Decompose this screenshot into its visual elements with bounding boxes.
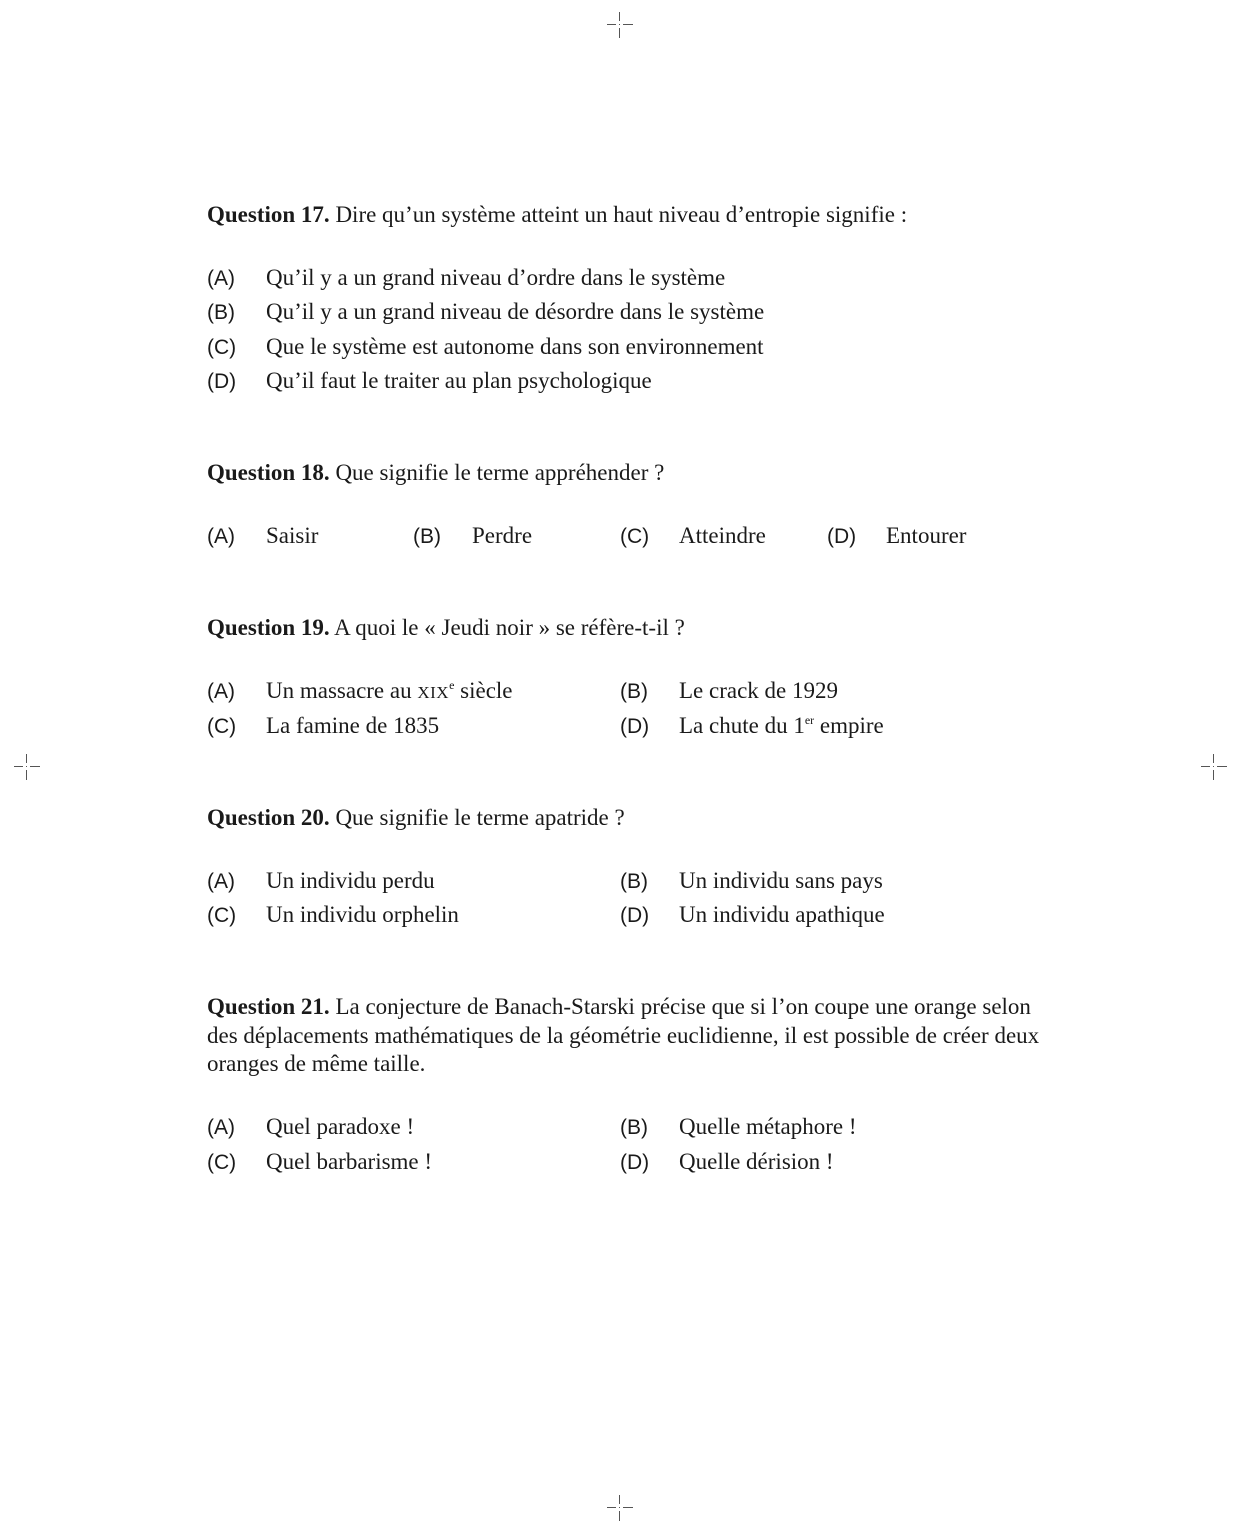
option-letter: (B) <box>620 870 648 893</box>
question-20-option-d[interactable] <box>620 901 885 930</box>
option-letter: (A) <box>207 680 235 703</box>
option-text: Entourer <box>886 523 967 548</box>
question-21-title <box>207 993 1047 1079</box>
question-prompt: La conjecture de Banach-Starski précise que si l’on coupe une orange selon des déplacements mathématiques de la géométrie euclidienne, il est possible de créer deux oranges de même taille. <box>207 994 1040 1076</box>
question-21-option-d[interactable] <box>620 1148 834 1177</box>
question-19-option-a[interactable] <box>207 677 513 706</box>
option-letter: (C) <box>207 715 237 738</box>
option-text: Un individu sans pays <box>679 868 883 893</box>
question-number: Question 19. <box>207 615 330 640</box>
option-text: Un individu orphelin <box>266 902 459 927</box>
option-letter: (D) <box>827 525 857 548</box>
question-17-option-a[interactable] <box>207 264 726 293</box>
option-text: Qu’il y a un grand niveau de désordre dans le système <box>266 299 765 324</box>
option-text: Un individu apathique <box>679 902 885 927</box>
question-18-title <box>207 459 664 487</box>
option-letter: (B) <box>620 1116 648 1139</box>
option-letter: (D) <box>620 904 650 927</box>
question-number: Question 20. <box>207 805 330 830</box>
option-text: Perdre <box>472 523 533 548</box>
crop-mark-right <box>1201 754 1227 780</box>
option-letter: (C) <box>207 1151 237 1174</box>
question-21-option-b[interactable] <box>620 1113 857 1142</box>
question-prompt: Que signifie le terme apatride ? <box>335 805 625 830</box>
option-text: Atteindre <box>679 523 766 548</box>
question-19-title <box>207 614 685 642</box>
option-text: Quelle métaphore ! <box>679 1114 857 1139</box>
option-letter: (C) <box>207 336 237 359</box>
question-20-title <box>207 804 625 832</box>
option-text: Qu’il y a un grand niveau d’ordre dans le système <box>266 265 726 290</box>
question-prompt: Que signifie le terme appréhender ? <box>335 460 665 485</box>
option-text: Quel paradoxe ! <box>266 1114 415 1139</box>
option-letter: (A) <box>207 1116 235 1139</box>
question-21-option-c[interactable] <box>207 1148 433 1177</box>
option-text: Un individu perdu <box>266 868 435 893</box>
question-20-option-a[interactable] <box>207 867 435 896</box>
option-letter: (D) <box>207 370 237 393</box>
question-number: Question 21. <box>207 994 330 1019</box>
option-letter: (B) <box>207 301 235 324</box>
option-text: Qu’il faut le traiter au plan psychologique <box>266 368 652 393</box>
option-letter: (D) <box>620 1151 650 1174</box>
question-19-option-b[interactable] <box>620 677 839 706</box>
question-17-option-b[interactable] <box>207 298 765 327</box>
option-letter: (A) <box>207 525 235 548</box>
question-20-option-c[interactable] <box>207 901 459 930</box>
question-21-option-a[interactable] <box>207 1113 415 1142</box>
question-17-option-c[interactable] <box>207 333 764 362</box>
question-20-option-b[interactable] <box>620 867 883 896</box>
question-number: Question 17. <box>207 202 330 227</box>
option-letter: (D) <box>620 715 650 738</box>
question-18-option-a[interactable] <box>207 522 319 551</box>
option-text: Quelle dérision ! <box>679 1149 834 1174</box>
option-text: Que le système est autonome dans son environnement <box>266 334 764 359</box>
option-letter: (C) <box>207 904 237 927</box>
option-letter: (B) <box>413 525 441 548</box>
question-prompt: A quoi le « Jeudi noir » se réfère-t-il ? <box>334 615 685 640</box>
crop-mark-top <box>607 12 633 38</box>
question-17-title <box>207 201 907 229</box>
option-text: Quel barbarisme ! <box>266 1149 433 1174</box>
option-text: Un massacre au XIXe siècle <box>266 678 513 703</box>
option-letter: (B) <box>620 680 648 703</box>
option-letter: (C) <box>620 525 650 548</box>
question-prompt: Dire qu’un système atteint un haut niveau d’entropie signifie : <box>335 202 908 227</box>
option-text: La famine de 1835 <box>266 713 440 738</box>
question-18-option-b[interactable] <box>413 522 533 551</box>
option-text: Saisir <box>266 523 319 548</box>
option-text: Le crack de 1929 <box>679 678 839 703</box>
crop-mark-bottom <box>607 1495 633 1521</box>
option-letter: (A) <box>207 870 235 893</box>
option-letter: (A) <box>207 267 235 290</box>
century-numeral: XIX <box>417 683 450 702</box>
question-19-option-c[interactable] <box>207 712 440 741</box>
crop-mark-left <box>14 754 40 780</box>
question-18-option-c[interactable] <box>620 522 766 551</box>
question-18-option-d[interactable] <box>827 522 967 551</box>
question-19-option-d[interactable] <box>620 712 884 741</box>
question-number: Question 18. <box>207 460 330 485</box>
question-17-option-d[interactable] <box>207 367 652 396</box>
option-text: La chute du 1er empire <box>679 713 884 738</box>
